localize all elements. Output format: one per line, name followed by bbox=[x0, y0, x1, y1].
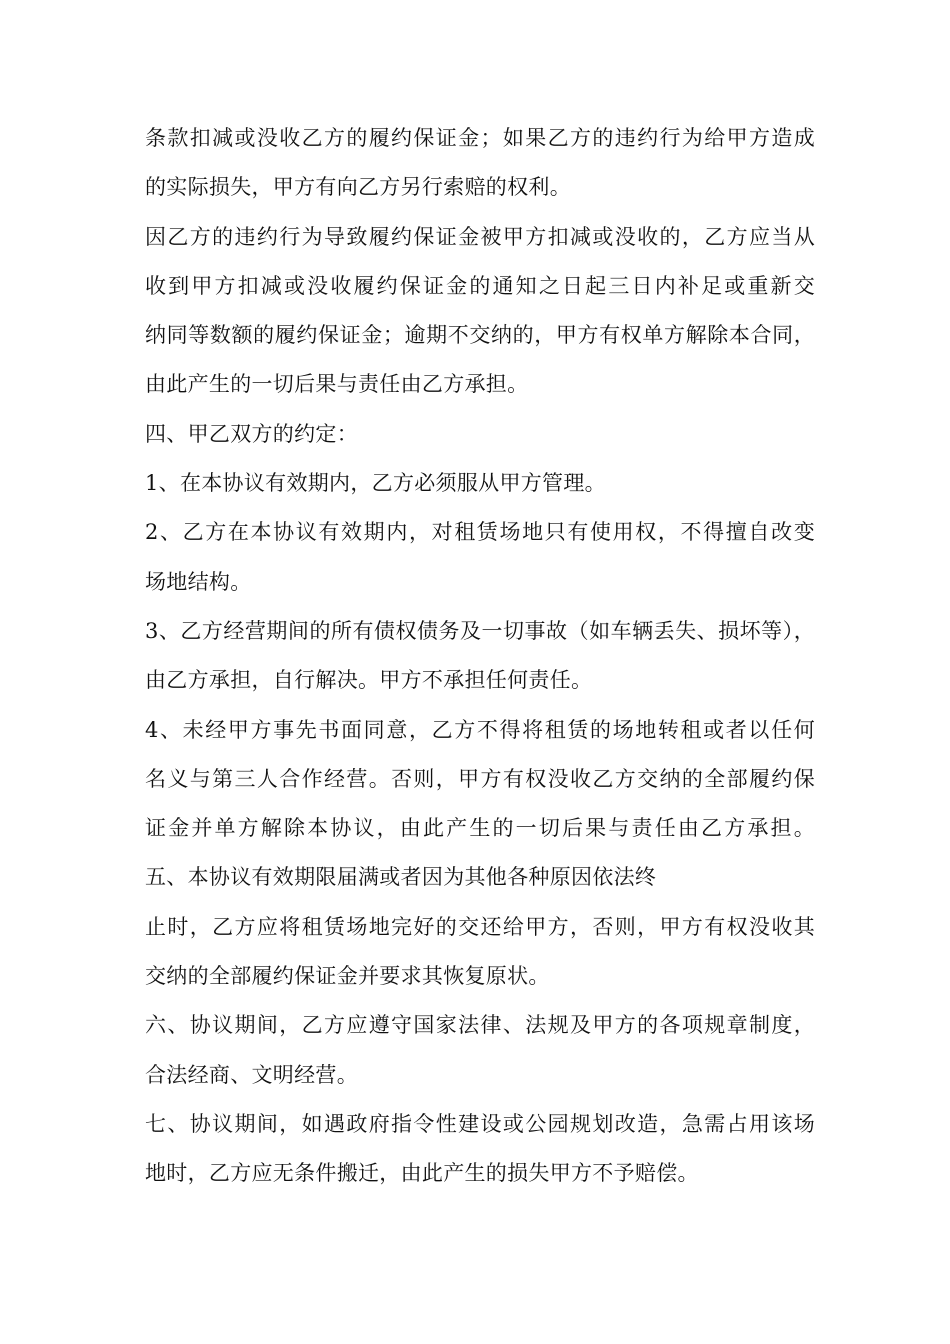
text-line: 止时，乙方应将租赁场地完好的交还给甲方，否则，甲方有权没收其 bbox=[145, 914, 815, 939]
text-line: 的实际损失，甲方有向乙方另行索赔的权利。 bbox=[145, 175, 571, 200]
text-line: 交纳的全部履约保证金并要求其恢复原状。 bbox=[145, 964, 550, 989]
text-line: 场地结构。 bbox=[145, 569, 252, 594]
text-line: 地时，乙方应无条件搬迁，由此产生的损失甲方不予赔偿。 bbox=[145, 1161, 699, 1186]
text-line: 证金并单方解除本协议，由此产生的一切后果与责任由乙方承担。 bbox=[145, 816, 815, 841]
text-line: 4、未经甲方事先书面同意，乙方不得将租赁的场地转租或者以任何 bbox=[145, 717, 815, 742]
text-line: 合法经商、文明经营。 bbox=[145, 1062, 358, 1087]
text-line: 1、在本协议有效期内，乙方必须服从甲方管理。 bbox=[145, 471, 606, 496]
document-body bbox=[145, 114, 815, 1199]
text-line: 由乙方承担，自行解决。甲方不承担任何责任。 bbox=[145, 668, 593, 693]
text-line: 因乙方的违约行为导致履约保证金被甲方扣减或没收的，乙方应当从 bbox=[145, 224, 815, 249]
text-line: 条款扣减或没收乙方的履约保证金；如果乙方的违约行为给甲方造成 bbox=[145, 126, 815, 150]
text-line: 六、协议期间，乙方应遵守国家法律、法规及甲方的各项规章制度， bbox=[145, 1013, 815, 1038]
text-line: 五、本协议有效期限届满或者因为其他各种原因依法终 bbox=[145, 865, 657, 890]
text-line: 3、乙方经营期间的所有债权债务及一切事故（如车辆丢失、损坏等）， bbox=[145, 618, 815, 643]
text-line: 纳同等数额的履约保证金；逾期不交纳的，甲方有权单方解除本合同， bbox=[145, 323, 815, 348]
text-line: 名义与第三人合作经营。否则，甲方有权没收乙方交纳的全部履约保 bbox=[145, 766, 815, 791]
text-line: 收到甲方扣减或没收履约保证金的通知之日起三日内补足或重新交 bbox=[145, 273, 815, 298]
text-line: 2、乙方在本协议有效期内，对租赁场地只有使用权，不得擅自改变 bbox=[145, 520, 815, 545]
text-line: 七、协议期间，如遇政府指令性建设或公园规划改造，急需占用该场 bbox=[145, 1111, 815, 1136]
text-line: 由此产生的一切后果与责任由乙方承担。 bbox=[145, 372, 529, 397]
section-heading: 四、甲乙双方的约定： bbox=[145, 421, 358, 446]
